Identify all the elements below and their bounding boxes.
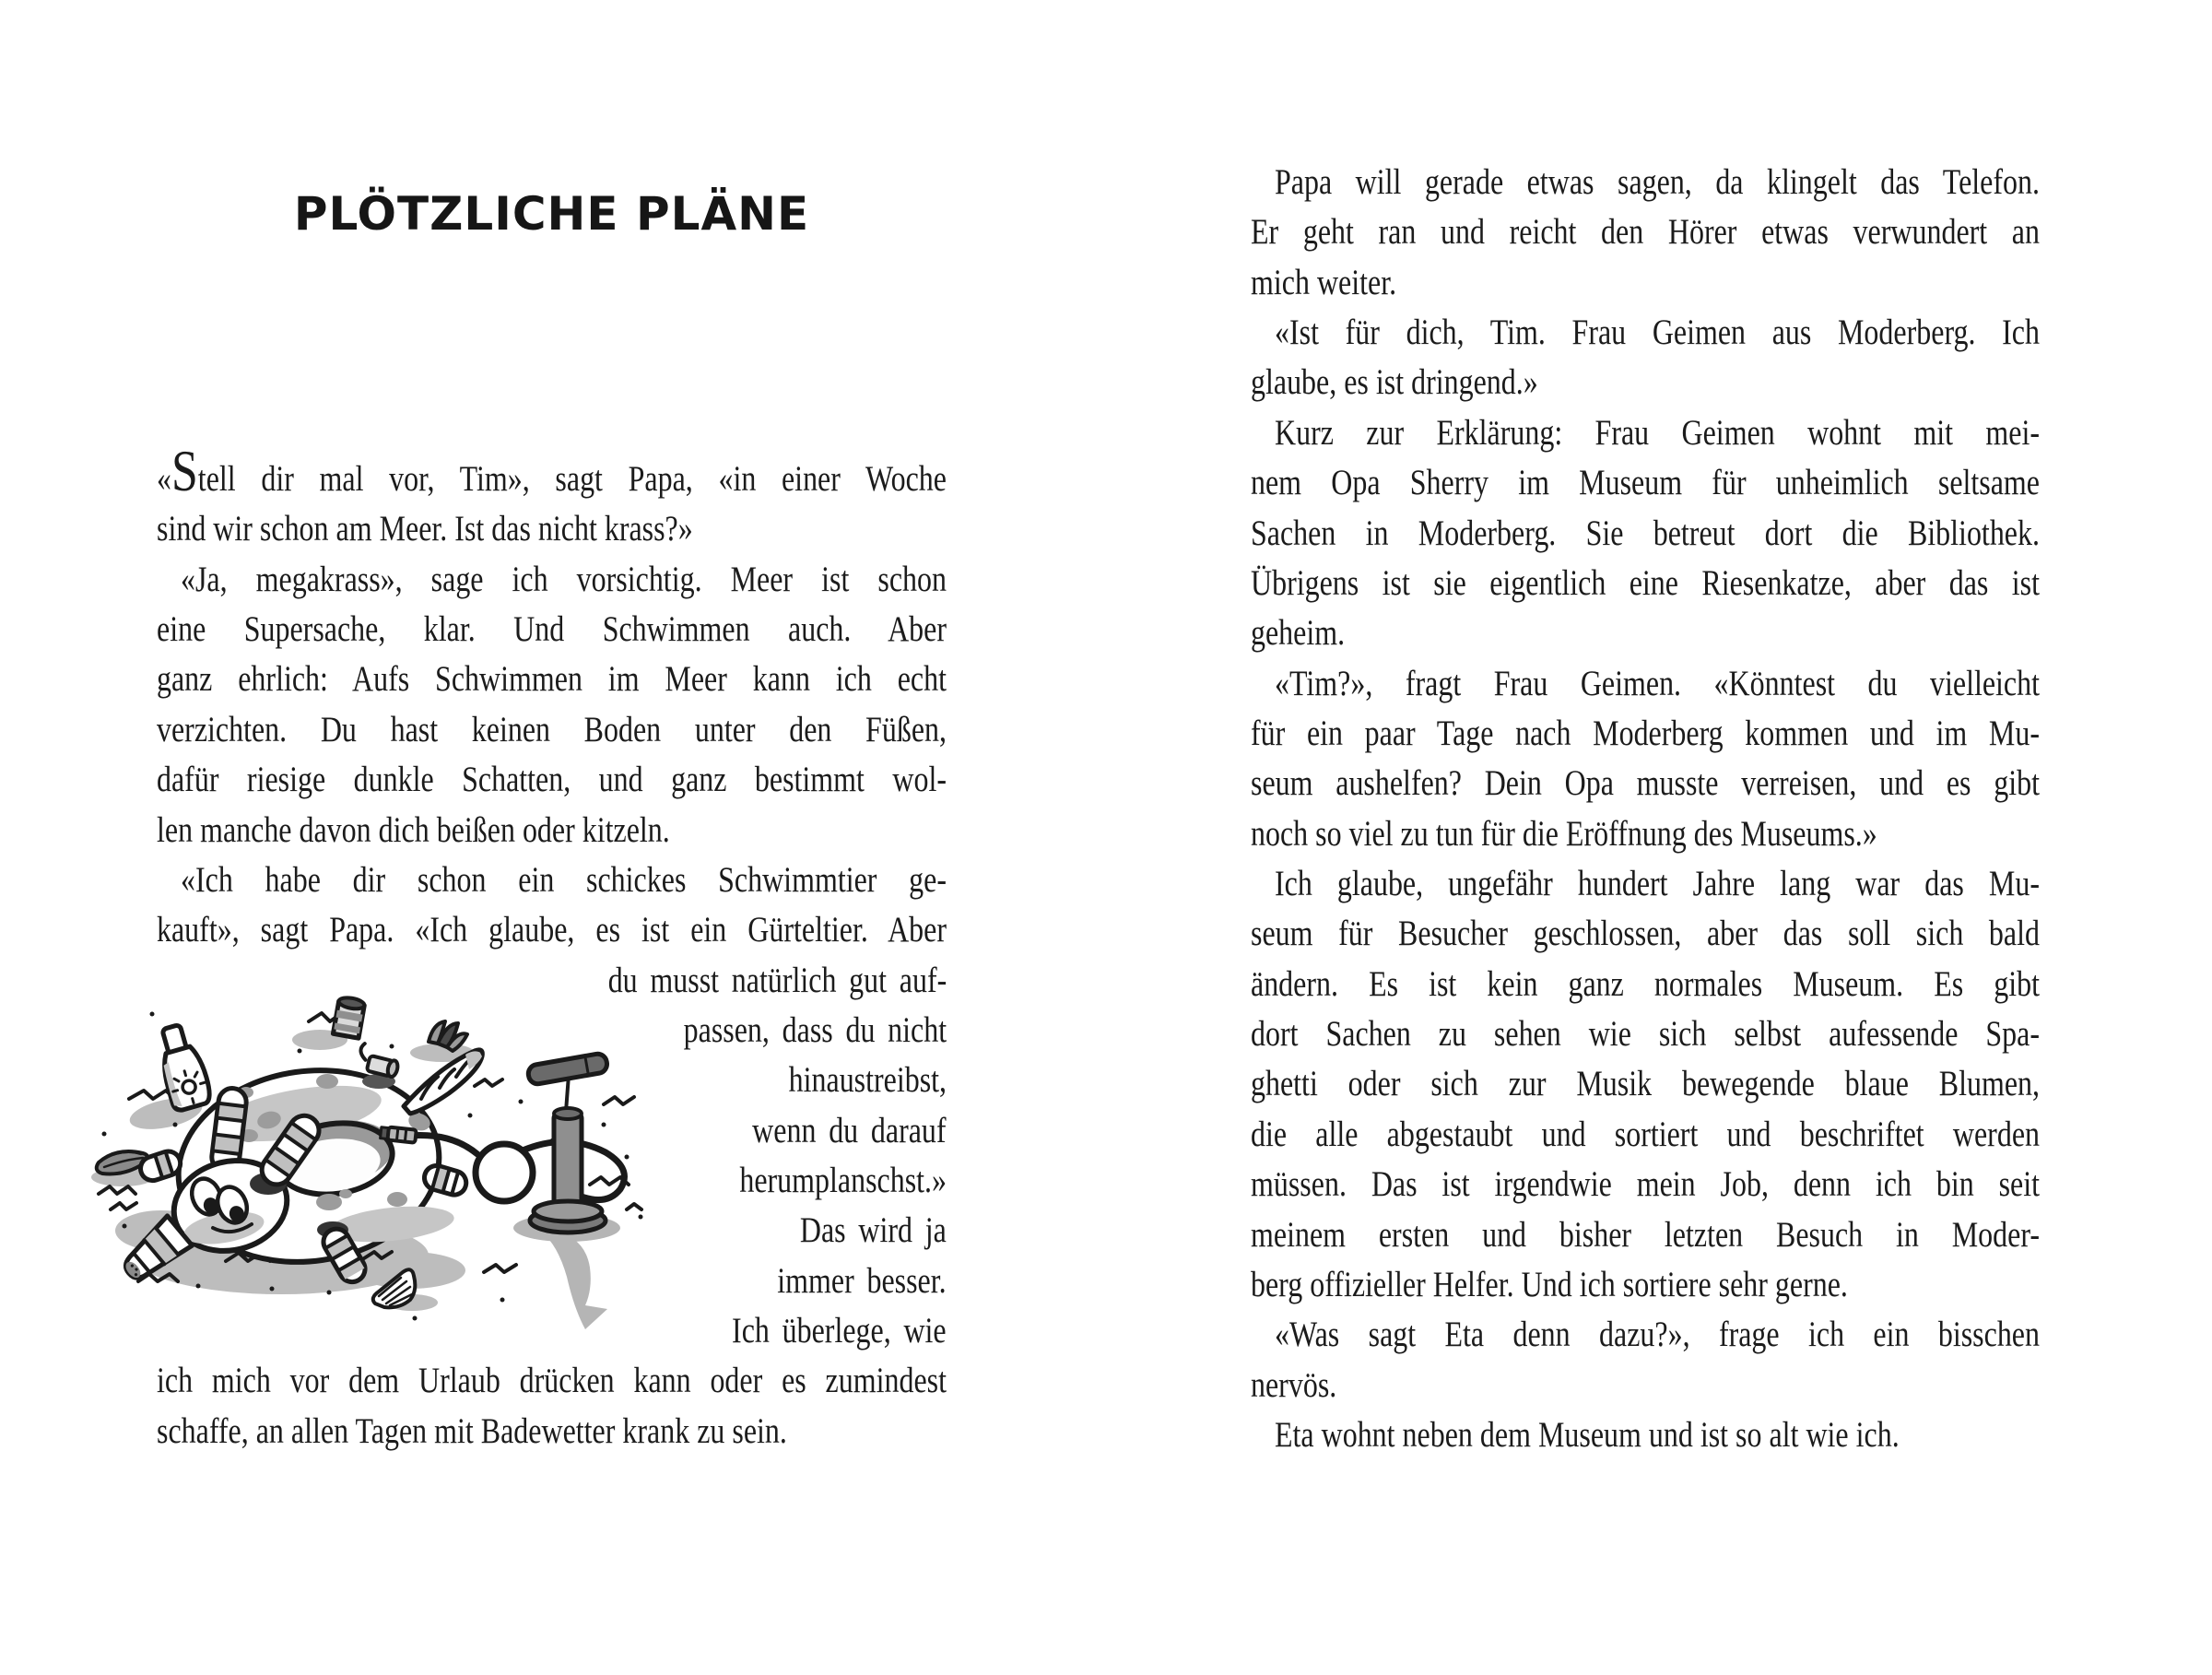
text-line: Eta wohnt neben dem Museum und ist so alt wie ich. xyxy=(1275,1414,1900,1455)
text-line: «Was sagt Eta denn dazu?», frage ich ein bisschen xyxy=(1275,1315,2041,1355)
text-line: Ich glaube, ungefähr hundert Jahre lang war das Mu- xyxy=(1275,864,2041,904)
text-line: meinem ersten und bisher letzten Besuch in Moder- xyxy=(1251,1214,2041,1255)
text-line: kauft», sagt Papa. «Ich glaube, es ist ein Gürteltier. Aber xyxy=(157,910,947,950)
text-line: nervös. xyxy=(1251,1364,1337,1405)
text-line: Das wird ja xyxy=(800,1210,947,1251)
text-line: berg offizieller Helfer. Und ich sortiere sehr gerne. xyxy=(1251,1264,1848,1304)
text-line: «Ja, megakrass», sage ich vorsichtig. Meer ist schon xyxy=(181,559,947,599)
text-line: die alle abgestaubt und sortiert und beschriftet werden xyxy=(1251,1114,2041,1154)
text-line: nem Opa Sherry im Museum für unheimlich seltsame xyxy=(1251,463,2041,503)
text-line: schaffe, an allen Tagen mit Badewetter krank zu sein. xyxy=(157,1410,787,1451)
buried-bottle-icon xyxy=(152,1021,213,1112)
drop-cap: S xyxy=(171,439,198,503)
text-line: eine Supersache, klar. Und Schwimmen auch. Aber xyxy=(157,609,947,650)
text-line: Kurz zur Erklärung: Frau Geimen wohnt mit mei- xyxy=(1275,412,2040,453)
text-line: passen, dass du nicht xyxy=(683,1009,947,1050)
chapter-title: PLÖTZLICHE PLÄNE xyxy=(293,187,810,241)
text-line: Papa will gerade etwas sagen, da klingelt das Telefon. xyxy=(1275,162,2041,202)
text-line: dort Sachen zu sehen wie sich selbst aufessende Spa- xyxy=(1251,1014,2041,1055)
text-line: seum aushelfen? Dein Opa musste verreisen, und es gibt xyxy=(1251,763,2041,804)
text-line: ghetti oder sich zur Musik bewegende blaue Blumen, xyxy=(1251,1064,2041,1104)
text-line: hinaustreibst, xyxy=(788,1060,947,1101)
text-line: Sachen in Moderberg. Sie betreut dort die Bibliothek. xyxy=(1251,513,2040,553)
text-line: für ein paar Tage nach Moderberg kommen und im Mu- xyxy=(1251,713,2041,753)
text-line: immer besser. xyxy=(777,1260,947,1301)
text-line: ändern. Es ist kein ganz normales Museum. Es gibt xyxy=(1251,963,2040,1004)
text-line: müssen. Das ist irgendwie mein Job, denn ich bin seit xyxy=(1251,1164,2040,1205)
text-line: glaube, es ist dringend.» xyxy=(1251,362,1538,403)
text-line: dafür riesige dunkle Schatten, und ganz bestimmt wol- xyxy=(157,760,947,800)
text-line: Übrigens ist sie eigentlich eine Riesenkatze, aber das ist xyxy=(1251,562,2041,603)
text-line: ich mich vor dem Urlaub drücken kann oder es zumindest xyxy=(157,1361,947,1401)
text-line: seum für Besucher geschlossen, aber das soll sich bald xyxy=(1251,914,2040,954)
right-page-text xyxy=(1251,158,2040,1460)
text-line: du musst natürlich gut auf- xyxy=(607,960,947,1000)
text-line: noch so viel zu tun für die Eröffnung des Museums.» xyxy=(1251,813,1877,854)
text-line: «Tim?», fragt Frau Geimen. «Könntest du vielleicht xyxy=(1275,663,2040,703)
beach-float-illustration xyxy=(88,996,654,1337)
text-line: Ich überlege, wie xyxy=(732,1311,947,1351)
text-line: len manche davon dich beißen oder kitzeln. xyxy=(157,809,670,850)
valve-icon xyxy=(356,1043,401,1089)
text-line: «Stell dir mal vor, Tim», sagt Papa, «in einer Woche xyxy=(157,439,947,503)
text-line: herumplanschst.» xyxy=(739,1161,947,1201)
text-line: mich weiter. xyxy=(1251,262,1397,302)
buried-can-icon xyxy=(333,996,365,1038)
text-line: sind wir schon am Meer. Ist das nicht krass?» xyxy=(157,509,693,549)
text-line: «Ist für dich, Tim. Frau Geimen aus Moderberg. Ich xyxy=(1275,313,2040,353)
text-line: geheim. xyxy=(1251,613,1346,654)
text-line: ganz ehrlich: Aufs Schwimmen im Meer kann ich echt xyxy=(157,659,947,700)
text-line: verzichten. Du hast keinen Boden unter den Füßen, xyxy=(157,709,947,749)
text-line: Er geht ran und reicht den Hörer etwas verwundert an xyxy=(1251,212,2041,253)
text-line: «Ich habe dir schon ein schickes Schwimmtier ge- xyxy=(181,859,947,900)
text-line: wenn du darauf xyxy=(752,1110,947,1150)
